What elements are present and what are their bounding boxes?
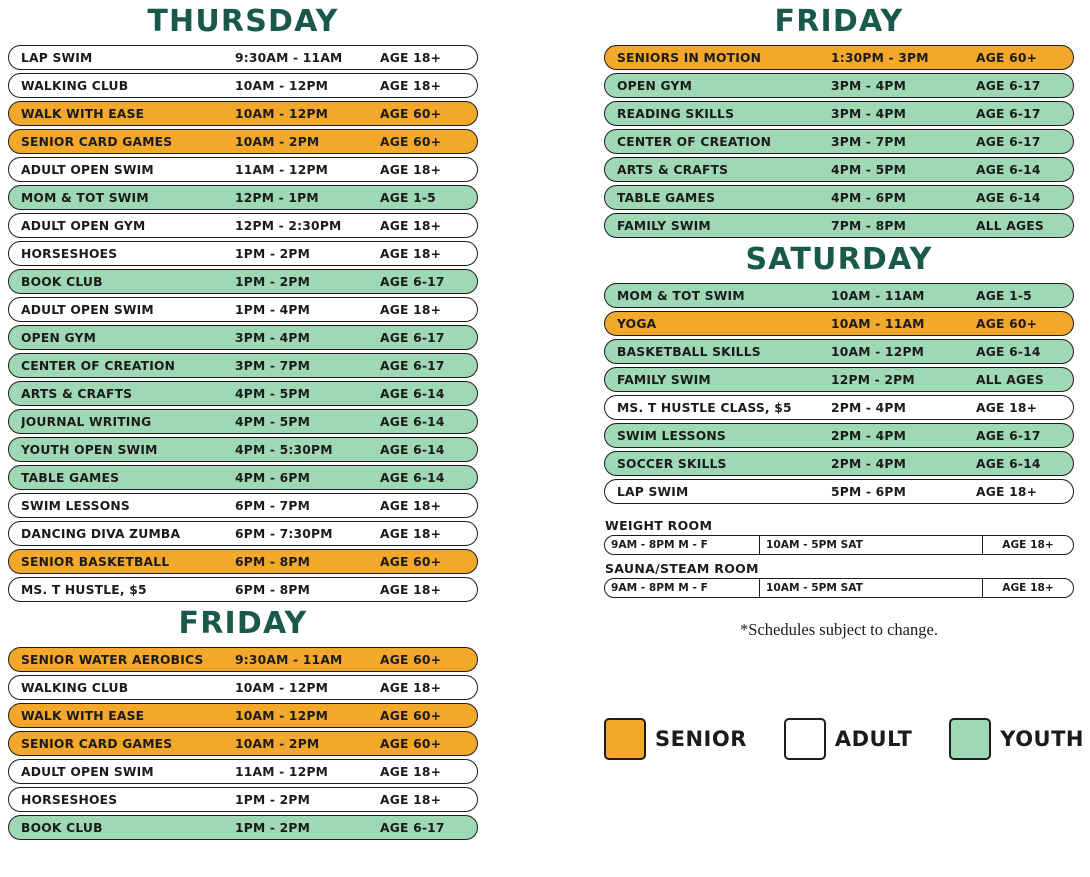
activity-time: 4PM - 5:30PM [235,442,333,457]
schedule-row [8,759,478,784]
activity-age: AGE 6-14 [976,190,1041,205]
schedule-row [604,283,1074,308]
activity-time: 6PM - 8PM [235,554,311,569]
activity-time: 11AM - 12PM [235,162,329,177]
activity-time: 1PM - 2PM [235,820,311,835]
activity-time: 3PM - 7PM [235,358,311,373]
activity-time: 11AM - 12PM [235,764,329,779]
facility-row [604,578,1074,598]
activity-age: AGE 6-17 [380,330,445,345]
activity-name: TABLE GAMES [617,190,716,205]
activity-time: 3PM - 4PM [831,106,907,121]
left-column [8,0,478,840]
day-title: THURSDAY [147,4,339,39]
activity-age: AGE 1-5 [380,190,436,205]
schedule-row [604,423,1074,448]
activity-name: ARTS & CRAFTS [21,386,133,401]
activity-name: JOURNAL WRITING [21,414,152,429]
activity-name: LAP SWIM [21,50,93,65]
schedule-row [8,647,478,672]
schedule-row [8,577,478,602]
activity-age: AGE 6-17 [976,428,1041,443]
activity-name: SWIM LESSONS [617,428,726,443]
activity-age: AGE 60+ [380,554,442,569]
activity-name: SWIM LESSONS [21,498,130,513]
activity-age: ALL AGES [976,372,1044,387]
facility-name: SAUNA/STEAM ROOM [605,561,759,576]
activity-name: MOM & TOT SWIM [21,190,149,205]
schedule-row [604,311,1074,336]
schedule-rows [604,45,1074,238]
activity-time: 1PM - 2PM [235,274,311,289]
legend-item [949,718,1084,760]
schedule-row [8,213,478,238]
activity-name: WALK WITH EASE [21,708,145,723]
activity-time: 1PM - 4PM [235,302,311,317]
activity-time: 6PM - 7:30PM [235,526,333,541]
activity-time: 10AM - 11AM [831,316,925,331]
activity-time: 6PM - 7PM [235,498,311,513]
activity-age: AGE 18+ [380,78,442,93]
activity-name: SOCCER SKILLS [617,456,727,471]
activity-time: 2PM - 4PM [831,400,907,415]
activity-time: 12PM - 2PM [831,372,915,387]
facility-weekday-hours: 9AM - 8PM M - F [605,536,760,554]
activity-name: BOOK CLUB [21,274,103,289]
activity-age: AGE 60+ [380,106,442,121]
schedule-row [8,241,478,266]
schedule-row [8,381,478,406]
activity-time: 12PM - 2:30PM [235,218,342,233]
activity-age: AGE 6-14 [380,470,445,485]
activity-age: AGE 18+ [380,680,442,695]
schedule-row [604,101,1074,126]
schedule-row [604,451,1074,476]
day-section [604,4,1074,238]
legend-swatch [949,718,991,760]
activity-age: AGE 6-17 [976,106,1041,121]
schedule-row [604,157,1074,182]
activity-time: 4PM - 5PM [235,386,311,401]
activity-time: 3PM - 7PM [831,134,907,149]
schedule-row [604,339,1074,364]
facility-weekend-hours: 10AM - 5PM SAT [760,579,983,597]
schedule-row [8,269,478,294]
facility-weekend-hours: 10AM - 5PM SAT [760,536,983,554]
schedule-row [604,73,1074,98]
schedule-row [8,101,478,126]
schedule-row [604,45,1074,70]
day-section [604,242,1074,504]
activity-age: AGE 18+ [380,50,442,65]
activity-time: 4PM - 5PM [235,414,311,429]
activity-age: AGE 18+ [380,498,442,513]
activity-age: AGE 6-14 [976,162,1041,177]
day-section [8,606,478,840]
schedule-row [8,325,478,350]
activity-age: ALL AGES [976,218,1044,233]
activity-time: 4PM - 5PM [831,162,907,177]
facility-age: AGE 18+ [1002,582,1054,594]
activity-age: AGE 6-14 [380,414,445,429]
schedule-row [8,185,478,210]
activity-name: CENTER OF CREATION [21,358,176,373]
schedule-row [8,437,478,462]
legend-label: ADULT [834,727,913,751]
activity-name: FAMILY SWIM [617,218,711,233]
facility-age: AGE 18+ [1002,539,1054,551]
legend-label: SENIOR [655,727,747,751]
activity-name: TABLE GAMES [21,470,120,485]
activity-age: AGE 6-17 [976,134,1041,149]
activity-time: 10AM - 12PM [235,106,329,121]
activity-age: AGE 18+ [380,162,442,177]
schedule-row [604,367,1074,392]
activity-time: 4PM - 6PM [831,190,907,205]
facility-row [604,535,1074,555]
activity-time: 10AM - 11AM [831,288,925,303]
schedule-row [8,787,478,812]
activity-time: 9:30AM - 11AM [235,50,343,65]
activity-name: READING SKILLS [617,106,735,121]
activity-age: AGE 60+ [380,736,442,751]
activity-time: 3PM - 4PM [831,78,907,93]
schedule-rows [8,45,478,602]
schedule-row [8,45,478,70]
day-title: FRIDAY [178,606,308,641]
schedule-row [604,129,1074,154]
activity-age: AGE 6-17 [380,274,445,289]
schedule-row [8,675,478,700]
activity-name: OPEN GYM [21,330,97,345]
schedule-row [8,493,478,518]
schedule-row [8,521,478,546]
schedule-row [8,409,478,434]
legend-swatch [604,718,646,760]
schedule-row [8,353,478,378]
schedule-row [604,185,1074,210]
activity-age: AGE 18+ [380,246,442,261]
activity-time: 10AM - 12PM [235,78,329,93]
schedule-row [8,549,478,574]
activity-name: HORSESHOES [21,792,118,807]
activity-time: 10AM - 2PM [235,736,320,751]
activity-age: AGE 6-14 [976,456,1041,471]
activity-name: OPEN GYM [617,78,693,93]
activity-age: AGE 60+ [976,50,1038,65]
legend-label: YOUTH [1000,727,1084,751]
activity-time: 6PM - 8PM [235,582,311,597]
activity-name: SENIOR WATER AEROBICS [21,652,204,667]
schedule-row [8,731,478,756]
facility-name: WEIGHT ROOM [605,518,713,533]
activity-name: WALK WITH EASE [21,106,145,121]
activity-time: 1PM - 2PM [235,246,311,261]
activity-name: SENIOR BASKETBALL [21,554,170,569]
activity-age: AGE 18+ [380,302,442,317]
schedule-rows [604,283,1074,504]
activity-name: SENIORS IN MOTION [617,50,762,65]
activity-name: CENTER OF CREATION [617,134,772,149]
schedule-row [8,297,478,322]
day-section [8,4,478,602]
activity-age: AGE 6-17 [380,820,445,835]
activity-age: AGE 6-14 [380,442,445,457]
activity-time: 10AM - 12PM [831,344,925,359]
activity-age: AGE 6-17 [380,358,445,373]
day-title: SATURDAY [745,242,933,277]
activity-age: AGE 60+ [380,652,442,667]
legend [604,718,1084,760]
activity-time: 1PM - 2PM [235,792,311,807]
activity-age: AGE 60+ [380,134,442,149]
legend-item [604,718,747,760]
schedule-row [8,465,478,490]
schedule-row [8,157,478,182]
activity-name: ADULT OPEN SWIM [21,764,154,779]
facility-weekday-hours: 9AM - 8PM M - F [605,579,760,597]
activity-name: ADULT OPEN SWIM [21,162,154,177]
activity-time: 3PM - 4PM [235,330,311,345]
schedule-rows [8,647,478,840]
activity-time: 10AM - 12PM [235,708,329,723]
legend-item [784,718,912,760]
activity-name: HORSESHOES [21,246,118,261]
activity-name: ADULT OPEN SWIM [21,302,154,317]
activity-time: 5PM - 6PM [831,484,907,499]
activity-name: YOGA [617,316,657,331]
legend-swatch [784,718,826,760]
activity-time: 1:30PM - 3PM [831,50,929,65]
activity-name: SENIOR CARD GAMES [21,134,173,149]
schedule-row [604,395,1074,420]
activity-age: AGE 60+ [976,316,1038,331]
activity-name: SENIOR CARD GAMES [21,736,173,751]
activity-age: AGE 6-17 [976,78,1041,93]
activity-time: 10AM - 2PM [235,134,320,149]
activity-name: BOOK CLUB [21,820,103,835]
schedule-note: *Schedules subject to change. [740,620,938,639]
activity-time: 2PM - 4PM [831,428,907,443]
activity-age: AGE 18+ [380,526,442,541]
activity-name: ADULT OPEN GYM [21,218,146,233]
activity-name: ARTS & CRAFTS [617,162,729,177]
activity-age: AGE 60+ [380,708,442,723]
activity-name: WALKING CLUB [21,680,129,695]
activity-age: AGE 18+ [380,218,442,233]
right-column [604,0,1074,640]
activity-age: AGE 6-14 [976,344,1041,359]
schedule-row [8,703,478,728]
schedule-row [604,479,1074,504]
activity-time: 2PM - 4PM [831,456,907,471]
activity-age: AGE 18+ [976,484,1038,499]
day-title: FRIDAY [774,4,904,39]
activity-time: 7PM - 8PM [831,218,907,233]
activity-age: AGE 18+ [380,764,442,779]
schedule-row [8,129,478,154]
schedule-row [604,213,1074,238]
activity-time: 12PM - 1PM [235,190,319,205]
activity-time: 4PM - 6PM [235,470,311,485]
facility-hours [604,518,1074,598]
activity-time: 10AM - 12PM [235,680,329,695]
activity-age: AGE 18+ [380,582,442,597]
activity-age: AGE 1-5 [976,288,1032,303]
activity-age: AGE 18+ [380,792,442,807]
schedule-row [8,815,478,840]
activity-name: MS. T HUSTLE CLASS, $5 [617,400,792,415]
schedule-row [8,73,478,98]
activity-time: 9:30AM - 11AM [235,652,343,667]
activity-name: YOUTH OPEN SWIM [21,442,158,457]
activity-name: LAP SWIM [617,484,689,499]
activity-name: DANCING DIVA ZUMBA [21,526,181,541]
activity-name: FAMILY SWIM [617,372,711,387]
activity-age: AGE 6-14 [380,386,445,401]
activity-name: BASKETBALL SKILLS [617,344,761,359]
activity-name: MOM & TOT SWIM [617,288,745,303]
activity-name: WALKING CLUB [21,78,129,93]
activity-age: AGE 18+ [976,400,1038,415]
activity-name: MS. T HUSTLE, $5 [21,582,147,597]
